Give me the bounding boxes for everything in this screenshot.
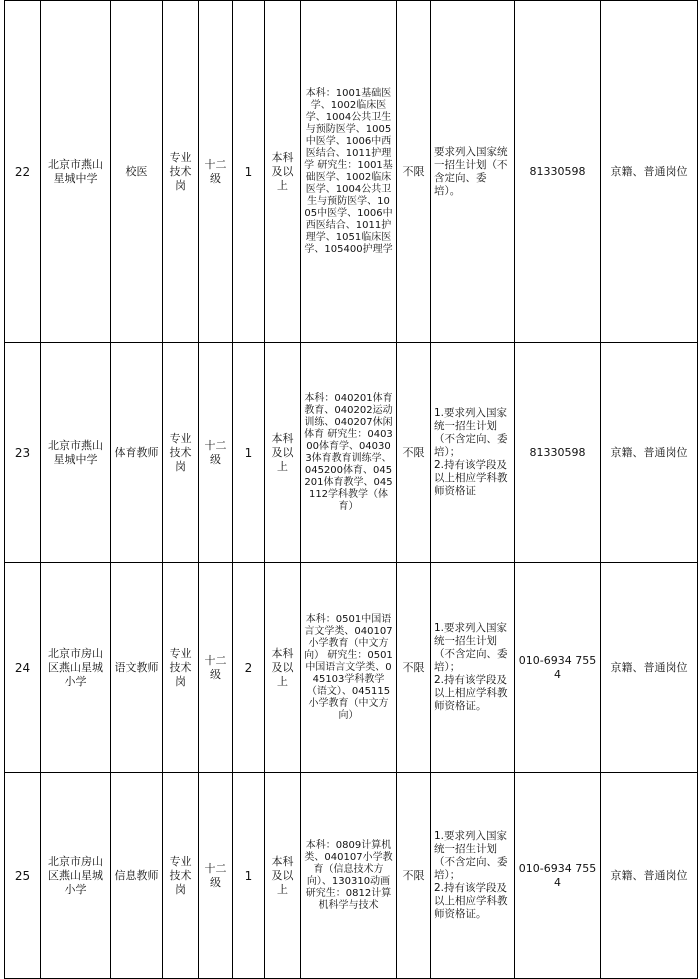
major-requirement: 本科：1001基础医学、1002临床医学、1004公共卫生与预防医学、1005中医学、1006中西医结合、1011护理学 研究生：1001基础医学、1002临床医学、1004公共卫生与预防医学、1005中医学、1006中西医结合、1011护理学、1051临床医学、105400护理学 bbox=[301, 1, 397, 343]
other-requirements bbox=[431, 343, 515, 563]
unit-name: 北京市燕山星城中学 bbox=[41, 343, 111, 563]
major-requirement: 本科：0501中国语言文学类、040107小学教育（中文方向） 研究生：0501中国语言文学类、045103学科教学（语文）、045115小学教育（中文方向） bbox=[301, 563, 397, 773]
other-requirements bbox=[431, 773, 515, 979]
remark: 京籍、普通岗位 bbox=[601, 343, 698, 563]
education-requirement: 本科及以上 bbox=[265, 563, 301, 773]
table-row bbox=[5, 343, 698, 563]
major-requirement: 本科：040201体育教育、040202运动训练、040207休闲体育 研究生：040300体育学、040303体育教育训练学、045200体育、045201体育教学、045112学科教学（体育） bbox=[301, 343, 397, 563]
age-requirement: 不限 bbox=[397, 1, 431, 343]
post-category: 专业技术岗 bbox=[163, 1, 199, 343]
row-number: 23 bbox=[5, 343, 41, 563]
major-requirement: 本科：0809计算机类、040107小学教育（信息技术方向）、130310动画 研究生：0812计算机科学与技术 bbox=[301, 773, 397, 979]
remark: 京籍、普通岗位 bbox=[601, 563, 698, 773]
remark: 京籍、普通岗位 bbox=[601, 1, 698, 343]
row-number: 22 bbox=[5, 1, 41, 343]
requirement-line: 2.持有该学段及以上相应学科教师资格证 bbox=[434, 459, 508, 497]
requirement-line: 1.要求列入国家统一招生计划（不含定向、委培）； bbox=[434, 622, 508, 673]
hiring-count: 1 bbox=[233, 773, 265, 979]
table-row bbox=[5, 563, 698, 773]
row-number: 24 bbox=[5, 563, 41, 773]
age-requirement: 不限 bbox=[397, 563, 431, 773]
education-requirement: 本科及以上 bbox=[265, 343, 301, 563]
post-grade: 十二级 bbox=[199, 563, 233, 773]
post-category: 专业技术岗 bbox=[163, 773, 199, 979]
age-requirement: 不限 bbox=[397, 343, 431, 563]
post-category: 专业技术岗 bbox=[163, 343, 199, 563]
requirement-line: 2.持有该学段及以上相应学科教师资格证。 bbox=[434, 882, 508, 920]
hiring-count: 2 bbox=[233, 563, 265, 773]
hiring-count: 1 bbox=[233, 1, 265, 343]
row-number: 25 bbox=[5, 773, 41, 979]
unit-name: 北京市房山区燕山星城小学 bbox=[41, 773, 111, 979]
other-requirements bbox=[431, 563, 515, 773]
post-grade: 十二级 bbox=[199, 1, 233, 343]
hiring-count: 1 bbox=[233, 343, 265, 563]
unit-name: 北京市房山区燕山星城小学 bbox=[41, 563, 111, 773]
other-requirements bbox=[431, 1, 515, 343]
contact-phone: 81330598 bbox=[515, 1, 601, 343]
contact-phone: 010-6934 7554 bbox=[515, 563, 601, 773]
requirement-line: 1.要求列入国家统一招生计划（不含定向、委培）； bbox=[434, 830, 508, 881]
education-requirement: 本科及以上 bbox=[265, 1, 301, 343]
recruitment-table bbox=[4, 0, 698, 979]
age-requirement: 不限 bbox=[397, 773, 431, 979]
post-name: 校医 bbox=[111, 1, 163, 343]
unit-name: 北京市燕山星城中学 bbox=[41, 1, 111, 343]
post-grade: 十二级 bbox=[199, 773, 233, 979]
post-name: 语文教师 bbox=[111, 563, 163, 773]
requirement-line: 1.要求列入国家统一招生计划（不含定向、委培）； bbox=[434, 407, 508, 458]
table-body bbox=[5, 1, 698, 979]
requirement-line: 要求列入国家统一招生计划（不含定向、委培）。 bbox=[434, 145, 508, 197]
table-row bbox=[5, 773, 698, 979]
contact-phone: 010-6934 7554 bbox=[515, 773, 601, 979]
post-grade: 十二级 bbox=[199, 343, 233, 563]
post-name: 体育教师 bbox=[111, 343, 163, 563]
table-row bbox=[5, 1, 698, 343]
remark: 京籍、普通岗位 bbox=[601, 773, 698, 979]
post-category: 专业技术岗 bbox=[163, 563, 199, 773]
contact-phone: 81330598 bbox=[515, 343, 601, 563]
post-name: 信息教师 bbox=[111, 773, 163, 979]
education-requirement: 本科及以上 bbox=[265, 773, 301, 979]
requirement-line: 2.持有该学段及以上相应学科教师资格证。 bbox=[434, 674, 508, 712]
